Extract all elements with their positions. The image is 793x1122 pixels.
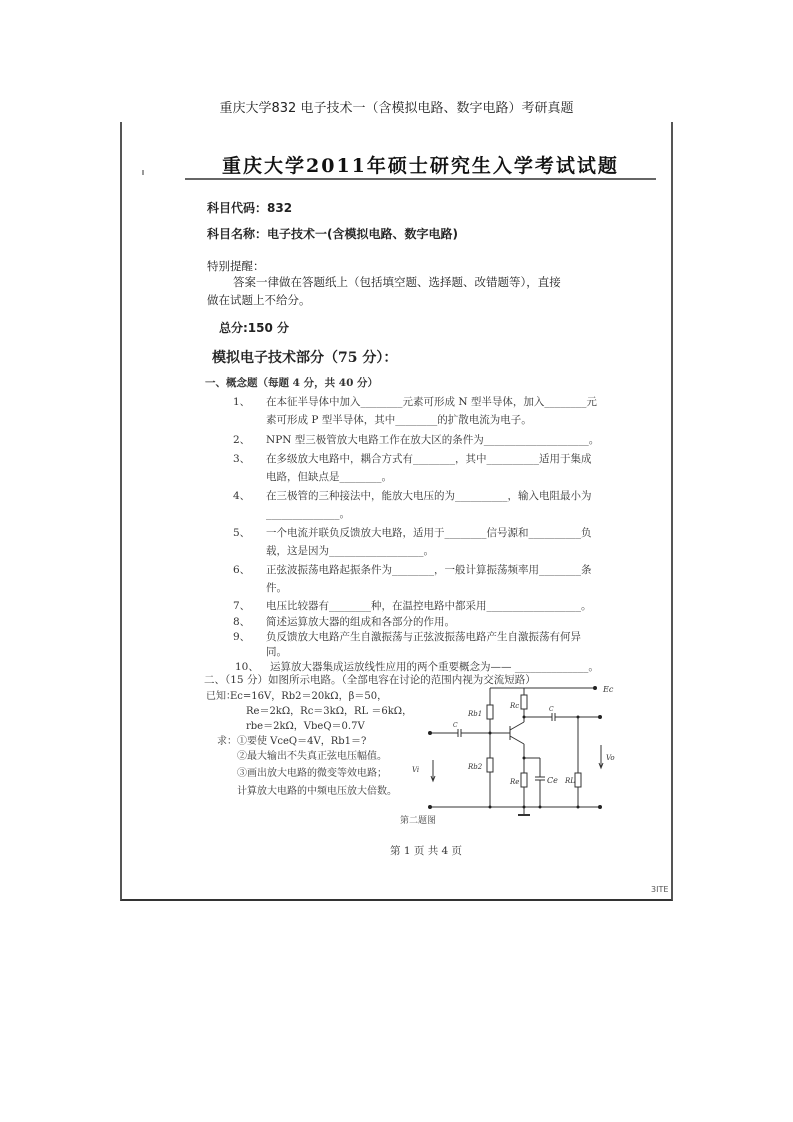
question-text: NPN 型三极管放大电路工作在放大区的条件为____________________。 (266, 434, 600, 446)
document-header: 重庆大学832 电子技术一（含模拟电路、数字电路）考研真题 (219, 101, 574, 116)
label-vi: Vi (412, 766, 420, 774)
part2-title: 二、（15 分）如图所示电路。（全部电容在讨论的范围内视为交流短路） (204, 674, 536, 686)
question-number: 9、 (233, 631, 251, 643)
label-ec: Ec (603, 685, 614, 694)
title-divider (185, 178, 656, 180)
subject-name: 科目名称：电子技术一(含模拟电路、数字电路) (207, 227, 458, 241)
question-text: 运算放大器集成运放线性应用的两个重要概念为—— ______________。 (270, 661, 599, 673)
question-number: 6、 (233, 564, 251, 576)
label-rb1: Rb1 (468, 710, 483, 718)
question-text: 正弦波振荡电路起振条件为________，一般计算振荡频率用________条 (266, 564, 592, 576)
label-rb2: Rb2 (468, 763, 483, 771)
ask-item-1: ①要使 VceQ＝4V，Rb1＝? (237, 736, 367, 747)
known-line-1: Ec=16V，Rb2＝20kΩ，β＝50， (230, 691, 388, 702)
question-number: 7、 (233, 600, 251, 612)
ask-item-2: ②最大输出不失真正弦电压幅值。 (237, 751, 387, 762)
question-text: 在三极管的三种接法中，能放大电压的为__________，输入电阻最小为 (266, 490, 592, 502)
known-line-3: rbe＝2kΩ，VbeQ＝0.7V (246, 721, 365, 732)
ask-label: 求： (217, 736, 237, 747)
label-rl: RL (565, 777, 575, 785)
question-text: 电压比较器有________种，在温控电路中都采用__________________。 (266, 600, 592, 612)
question-text: 简述运算放大器的组成和各部分的作用。 (266, 616, 455, 628)
exam-title: 重庆大学2011年硕士研究生入学考试试题 (222, 155, 619, 177)
question-number: 2、 (233, 434, 251, 446)
ask-item-4: 计算放大电路的中频电压放大倍数。 (237, 786, 397, 797)
question-number: 8、 (233, 616, 251, 628)
known-line-2: Re＝2kΩ，Rc＝3kΩ，RL ＝6kΩ， (246, 706, 413, 717)
notice-line-2: 做在试题上不给分。 (207, 293, 311, 307)
label-c-in: C (453, 722, 458, 729)
label-ce: Ce (547, 776, 558, 785)
scan-speck (142, 170, 144, 175)
part1-title: 一、概念题（每题 4 分，共 40 分） (205, 377, 379, 389)
question-number: 10、 (235, 661, 259, 673)
subject-code: 科目代码：832 (207, 201, 293, 215)
label-c-out: C (549, 706, 554, 713)
known-label: 已知： (206, 691, 236, 702)
notice-label: 特别提醒： (207, 259, 265, 273)
question-number: 4、 (233, 490, 251, 502)
total-score: 总分:150 分 (219, 321, 290, 335)
scan-stamp: 3ITE (651, 885, 669, 894)
notice-line-1: 答案一律做在答题纸上（包括填空题、选择题、改错题等），直接 (233, 275, 561, 289)
question-text-cont: 素可形成 P 型半导体，其中________的扩散电流为电子。 (266, 414, 532, 426)
figure-caption: 第二题图 (400, 816, 437, 826)
question-text: 在本征半导体中加入________元素可形成 N 型半导体，加入________元 (266, 396, 597, 408)
page-indicator: 第 1 页 共 4 页 (390, 845, 463, 857)
question-number: 3、 (233, 453, 251, 465)
label-re: Re (510, 778, 520, 786)
question-text: 负反馈放大电路产生自激振荡与正弦波振荡电路产生自激振荡有何异 (266, 631, 581, 643)
question-number: 1、 (233, 396, 251, 408)
question-text-cont: 电路，但缺点是________。 (266, 471, 392, 483)
question-text-cont: 载，这是因为__________________。 (266, 545, 434, 557)
question-text-cont: ______________。 (266, 508, 350, 520)
section-analog-title: 模拟电子技术部分（75 分）： (212, 350, 398, 366)
ask-item-3: ③画出放大电路的微变等效电路； (237, 768, 387, 779)
question-number: 5、 (233, 527, 251, 539)
question-text: 在多级放大电路中，耦合方式有________，其中__________适用于集成 (266, 453, 592, 465)
label-rc: Rc (510, 702, 520, 710)
question-text: 一个电流并联负反馈放大电路，适用于________信号源和__________负 (266, 527, 592, 539)
question-text-cont: 件。 (266, 582, 287, 594)
question-text-cont: 同。 (266, 646, 287, 658)
label-vo: Vo (606, 754, 615, 762)
